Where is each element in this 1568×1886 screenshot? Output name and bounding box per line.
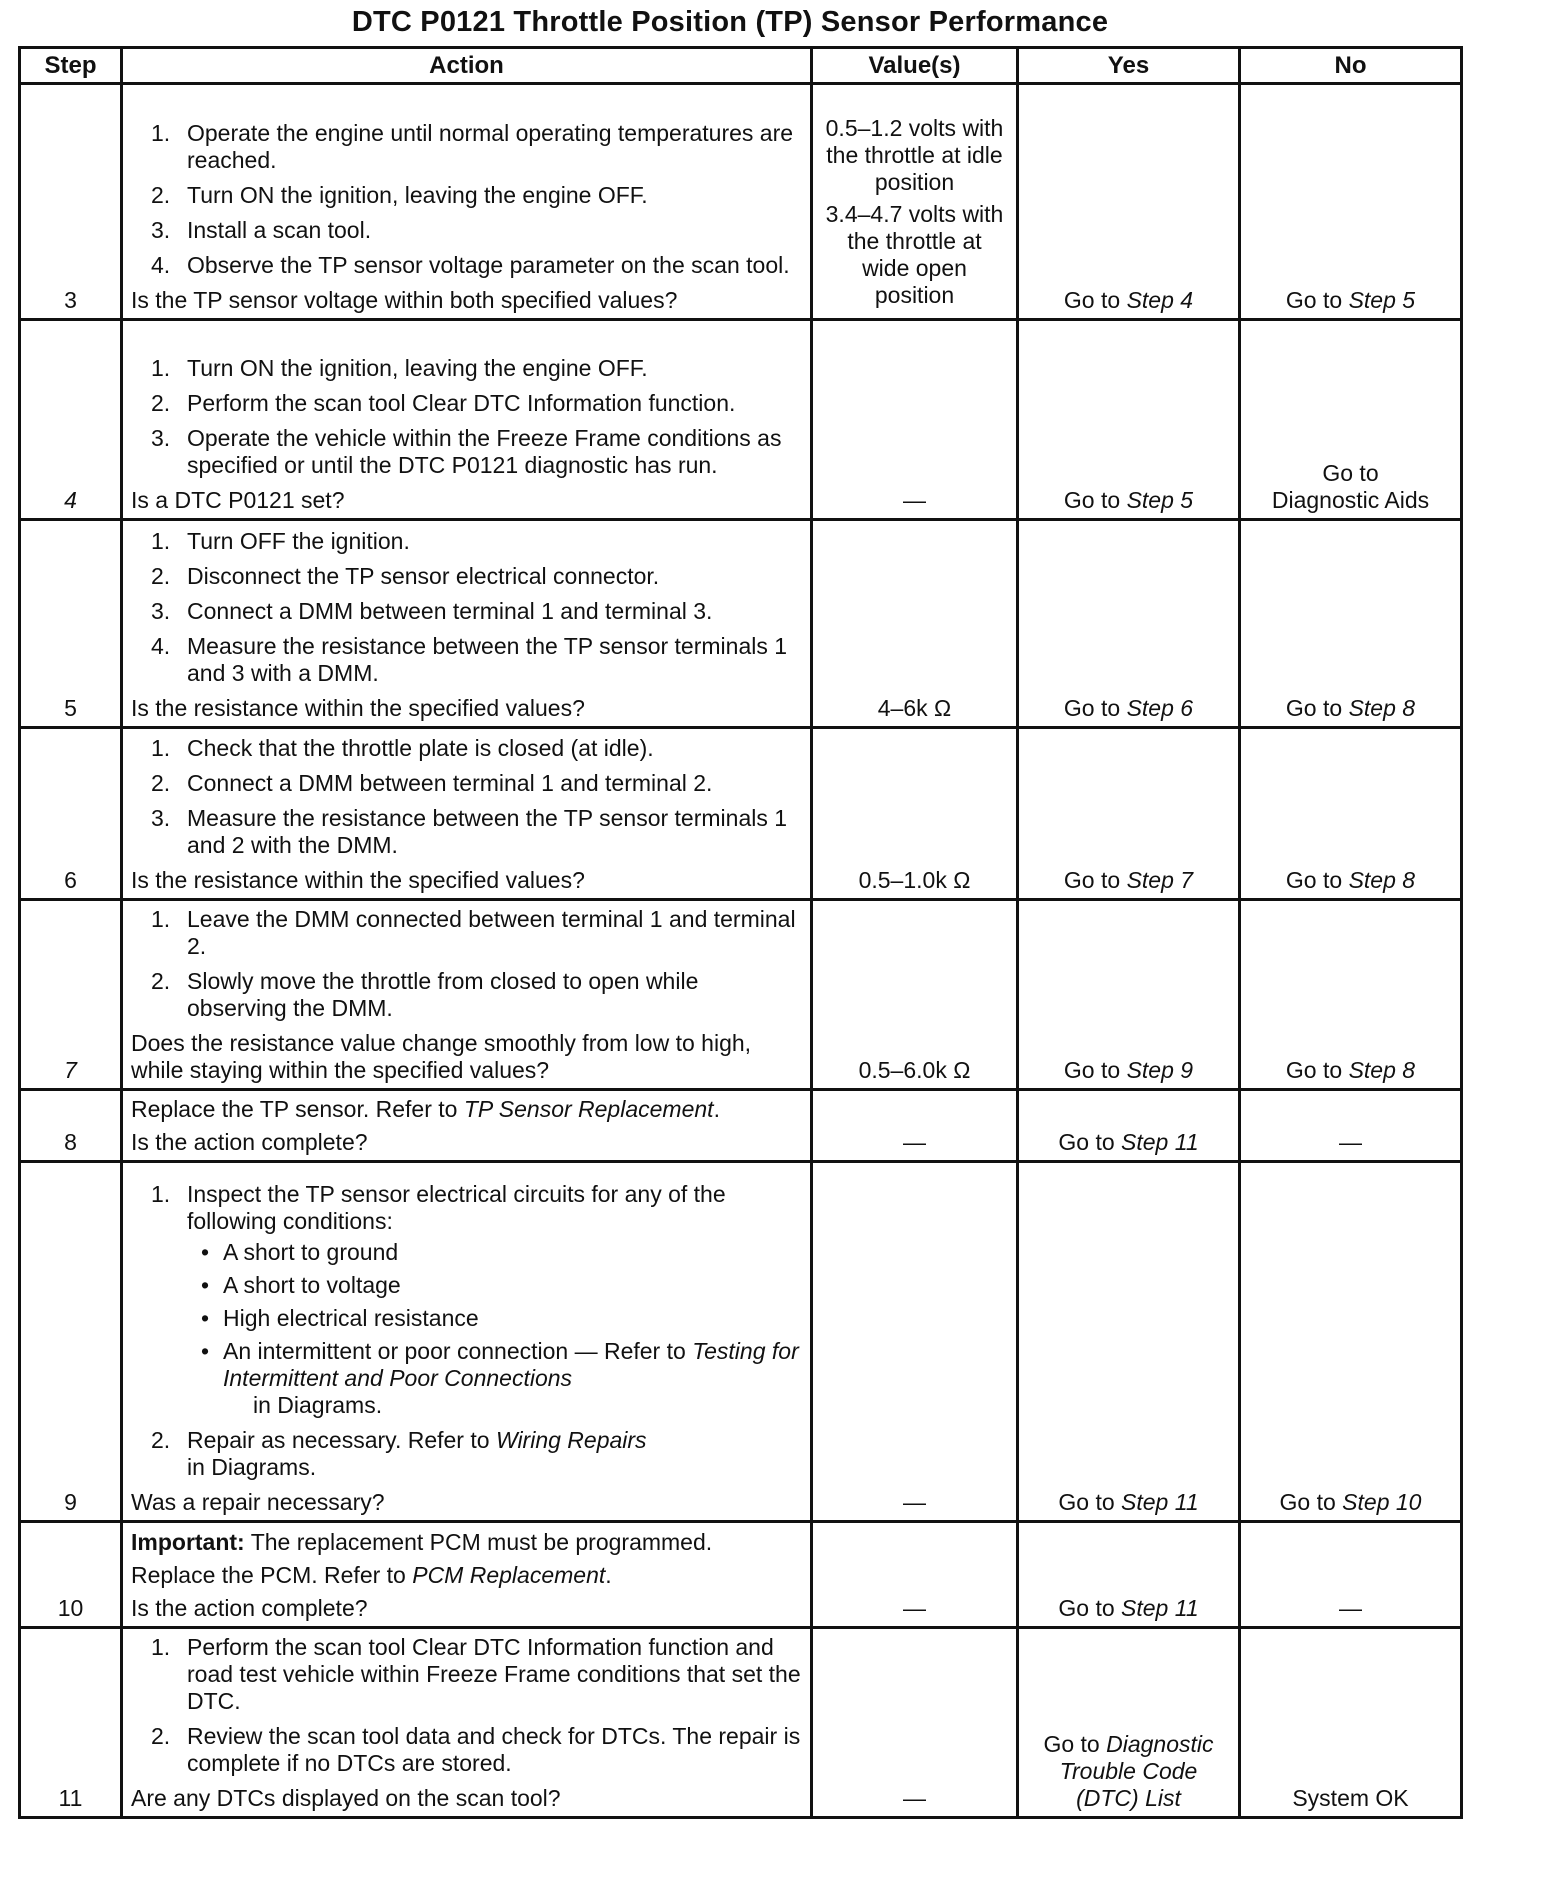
yes-link[interactable]: Diagnostic Trouble Code (DTC) List [1059,1731,1214,1811]
no-link[interactable]: Step 8 [1348,867,1416,893]
value-dash: — [903,1489,926,1515]
yes-cell: Go to Step 5 [1018,320,1240,520]
action-cell [122,520,812,728]
table-row [20,320,1462,520]
action-step: 1. Turn ON the ignition, leaving the engine OFF. [151,355,648,381]
action-step: 1. Operate the engine until normal operating temperatures are reached. [151,120,794,173]
action-step: 2. Slowly move the throttle from closed to open while observing the DMM. [151,968,699,1021]
action-step: 3. Operate the vehicle within the Freeze Frame conditions as specified or until the DTC P0121 diagnostic has run. [151,425,782,478]
yes-link[interactable]: Step 7 [1126,867,1194,893]
no-result: System OK [1292,1785,1409,1811]
value-cell [812,320,1018,520]
no-cell: Go to Step 5 [1240,84,1462,320]
action-cell [122,728,812,900]
no-cell: Go to Step 8 [1240,900,1462,1090]
table-row [20,728,1462,900]
step-number: 3 [20,84,122,320]
value-text: 0.5–6.0k Ω [858,1057,971,1083]
step-number: 10 [20,1522,122,1628]
action-step: 1. Turn OFF the ignition. [151,528,410,554]
no-link[interactable]: Step 8 [1348,695,1416,721]
important-note: Important: The replacement PCM must be programmed. [131,1529,713,1555]
table-row [20,1628,1462,1818]
action-question: Is a DTC P0121 set? [131,487,345,513]
yes-link[interactable]: Step 11 [1121,1595,1199,1621]
value-dash: — [903,1595,926,1621]
action-cell [122,900,812,1090]
action-question: Are any DTCs displayed on the scan tool? [131,1785,561,1811]
yes-cell: Go to Diagnostic Trouble Code (DTC) List [1018,1628,1240,1818]
action-step: 2. Perform the scan tool Clear DTC Information function. [151,390,736,416]
yes-cell: Go to Step 11 [1018,1522,1240,1628]
action-step: 2. Review the scan tool data and check for DTCs. The repair is complete if no DTCs are stored. [151,1723,801,1776]
action-text: Replace the PCM. Refer to PCM Replacement. [131,1562,612,1588]
column-header-yes: Yes [1018,48,1240,84]
table-row [20,1162,1462,1522]
condition-bullet: • A short to voltage [201,1272,401,1298]
action-question: Is the resistance within the specified values? [131,867,585,893]
value-cell [812,728,1018,900]
yes-cell: Go to Step 6 [1018,520,1240,728]
table-row [20,520,1462,728]
action-cell [122,1522,812,1628]
action-step: 1. Inspect the TP sensor electrical circuits for any of the following conditions: • A short to ground • A short to voltage • High electrical resistance • An intermittent or poor connection — Refer to Testing for Intermittent and Poor Connections in Diagrams. [131,1181,802,1419]
step-number: 4 [20,320,122,520]
action-question: Does the resistance value change smoothly from low to high, while staying within the specified values? [131,1030,752,1083]
table-row [20,1090,1462,1162]
yes-link[interactable]: Step 6 [1126,695,1194,721]
action-step: 4. Measure the resistance between the TP sensor terminals 1 and 3 with a DMM. [151,633,788,686]
condition-bullet: • An intermittent or poor connection — Refer to Testing for Intermittent and Poor Connections in Diagrams. [201,1338,799,1418]
action-question: Was a repair necessary? [131,1489,385,1515]
action-cell [122,1162,812,1522]
action-cell [122,84,812,320]
reference-link[interactable]: Testing for Intermittent and Poor Connections [223,1338,799,1391]
step-number: 11 [20,1628,122,1818]
value-dash: — [903,1785,926,1811]
action-step: 1. Perform the scan tool Clear DTC Information function and road test vehicle within Freeze Frame conditions that set the DTC. [151,1634,801,1714]
reference-link[interactable]: Wiring Repairs [495,1427,647,1453]
table-row [20,84,1462,320]
table-row [20,900,1462,1090]
value-text: 0.5–1.2 volts with the throttle at idle position [825,115,1004,195]
table-row [20,1522,1462,1628]
condition-bullet: • High electrical resistance [201,1305,479,1331]
yes-cell: Go to Step 7 [1018,728,1240,900]
step-number: 8 [20,1090,122,1162]
step-number: 9 [20,1162,122,1522]
value-text: 0.5–1.0k Ω [858,867,971,893]
value-text: 4–6k Ω [877,695,952,721]
yes-cell: Go to Step 11 [1018,1090,1240,1162]
column-header-step: Step [20,48,122,84]
no-cell: Go to Step 8 [1240,520,1462,728]
value-text: 3.4–4.7 volts with the throttle at wide open position [825,201,1004,308]
action-step: 2. Connect a DMM between terminal 1 and terminal 2. [151,770,713,796]
value-cell [812,1628,1018,1818]
value-cell [812,1162,1018,1522]
yes-link[interactable]: Step 9 [1126,1057,1194,1083]
action-step: 3. Measure the resistance between the TP sensor terminals 1 and 2 with the DMM. [151,805,788,858]
step-number: 6 [20,728,122,900]
column-header-no: No [1240,48,1462,84]
column-header-values: Value(s) [812,48,1018,84]
page-title: DTC P0121 Throttle Position (TP) Sensor Performance [351,6,1109,38]
step-number: 5 [20,520,122,728]
action-text: Replace the TP sensor. Refer to TP Sensor Replacement. [131,1096,720,1122]
no-link[interactable]: Step 5 [1348,287,1416,313]
action-cell [122,1090,812,1162]
action-step: 3. Connect a DMM between terminal 1 and terminal 3. [151,598,713,624]
value-cell [812,84,1018,320]
action-cell [122,1628,812,1818]
no-cell [1240,1628,1462,1818]
reference-link[interactable]: PCM Replacement [412,1562,606,1588]
yes-link[interactable]: Step 5 [1126,487,1194,513]
no-cell [1240,1090,1462,1162]
no-link[interactable]: Step 10 [1342,1489,1422,1515]
yes-link[interactable]: Step 4 [1126,287,1194,313]
no-cell: Go to Step 8 [1240,728,1462,900]
action-step: 1. Leave the DMM connected between terminal 1 and terminal 2. [151,906,796,959]
yes-cell: Go to Step 4 [1018,84,1240,320]
table-header-row [20,48,1462,84]
no-cell [1240,1522,1462,1628]
action-step: 2. Repair as necessary. Refer to Wiring Repairs in Diagrams. [151,1427,647,1480]
column-header-action: Action [122,48,812,84]
no-cell: Go to Diagnostic Aids [1240,320,1462,520]
value-dash: — [903,1129,926,1155]
no-link[interactable]: Diagnostic Aids [1271,487,1430,513]
action-step: 2. Turn ON the ignition, leaving the engine OFF. [151,182,648,208]
yes-cell: Go to Step 11 [1018,1162,1240,1522]
action-step: 2. Disconnect the TP sensor electrical connector. [151,563,660,589]
action-step: 1. Check that the throttle plate is closed (at idle). [151,735,654,761]
value-cell [812,1090,1018,1162]
value-cell [812,900,1018,1090]
yes-cell: Go to Step 9 [1018,900,1240,1090]
value-dash: — [903,487,926,513]
no-cell: Go to Step 10 [1240,1162,1462,1522]
action-step: 3. Install a scan tool. [151,217,372,243]
action-step: 4. Observe the TP sensor voltage parameter on the scan tool. [151,252,790,278]
action-question: Is the resistance within the specified values? [131,695,585,721]
diagnostic-table [18,46,1463,1819]
condition-bullet: • A short to ground [201,1239,399,1265]
yes-link[interactable]: Step 11 [1121,1489,1199,1515]
no-link[interactable]: Step 8 [1348,1057,1416,1083]
action-question: Is the action complete? [131,1595,368,1621]
action-question: Is the action complete? [131,1129,368,1155]
step-number: 7 [20,900,122,1090]
no-dash: — [1339,1595,1362,1621]
value-cell [812,520,1018,728]
yes-link[interactable]: Step 11 [1121,1129,1199,1155]
action-question: Is the TP sensor voltage within both specified values? [131,287,678,313]
reference-link[interactable]: TP Sensor Replacement [463,1096,714,1122]
action-cell [122,320,812,520]
no-dash: — [1339,1129,1362,1155]
value-cell [812,1522,1018,1628]
